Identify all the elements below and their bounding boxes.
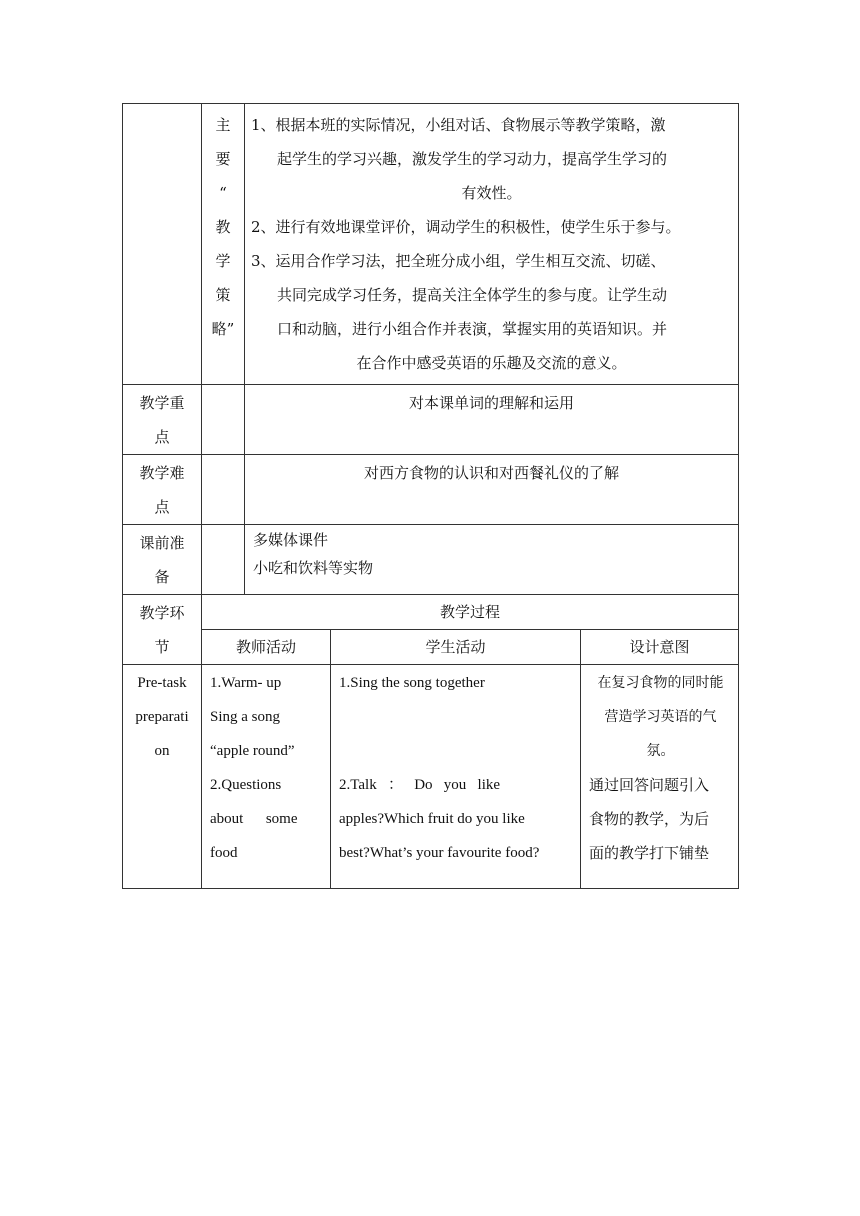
process-header-row: [123, 630, 739, 665]
empty-cell: [202, 455, 245, 525]
strategy-item-2: 2、进行有效地课堂评价，调动学生的积极性，使学生乐于参与。: [251, 218, 681, 236]
key-points-row: [123, 385, 739, 455]
difficulties-row: [123, 455, 739, 525]
key-points-label: 教学重 点: [123, 385, 202, 455]
strategy-item-3: 3、运用合作学习法，把全班分成小组，学生相互交流、切磋、 共同完成学习任务，提高关注全体学生的参与度。让学生动 口和动脑，进行小组合作并表演，掌握实用的英语知识。并 在合作中感受英语的乐趣及交流的意义。: [251, 252, 668, 372]
strategy-item-1: 1、根据本班的实际情况，小组对话、食物展示等教学策略，激 起学生的学习兴趣，激发学生的学习动力，提高学生学习的 有效性。: [251, 116, 668, 202]
lesson-plan-table: [122, 103, 739, 889]
student-activity-cell: 1.Sing the song together 2.Talk ： Do you like apples?Which fruit do you like best?What’s your favourite food?: [331, 665, 581, 889]
empty-cell: [123, 104, 202, 385]
teacher-activity-header: 教师活动: [202, 630, 331, 665]
empty-cell: [202, 525, 245, 595]
student-activity-header: 学生活动: [331, 630, 581, 665]
pre-task-row: [123, 665, 739, 889]
teacher-activity-cell: 1.Warm- up Sing a song “apple round” 2.Questions about some food: [202, 665, 331, 889]
preparation-row: [123, 525, 739, 595]
process-title-row: [123, 595, 739, 630]
stage-label: 教学环 节: [123, 595, 202, 665]
strategy-row: [123, 104, 739, 385]
design-intent-cell: 在复习食物的同时能 营造学习英语的气 氛。 通过回答问题引入 食物的教学，为后 面的教学打下铺垫: [581, 665, 739, 889]
difficulties-label: 教学难 点: [123, 455, 202, 525]
difficulties-content: 对西方食物的认识和对西餐礼仪的了解: [245, 455, 739, 525]
preparation-content: 多媒体课件 小吃和饮料等实物: [245, 525, 739, 595]
strategy-label: 主 要 “ 教 学 策 略”: [202, 104, 245, 385]
strategy-content: [245, 104, 739, 385]
key-points-content: 对本课单词的理解和运用: [245, 385, 739, 455]
empty-cell: [202, 385, 245, 455]
design-intent-header: 设计意图: [581, 630, 739, 665]
stage-cell: Pre-task preparati on: [123, 665, 202, 889]
process-title: 教学过程: [202, 595, 739, 630]
preparation-label: 课前准 备: [123, 525, 202, 595]
